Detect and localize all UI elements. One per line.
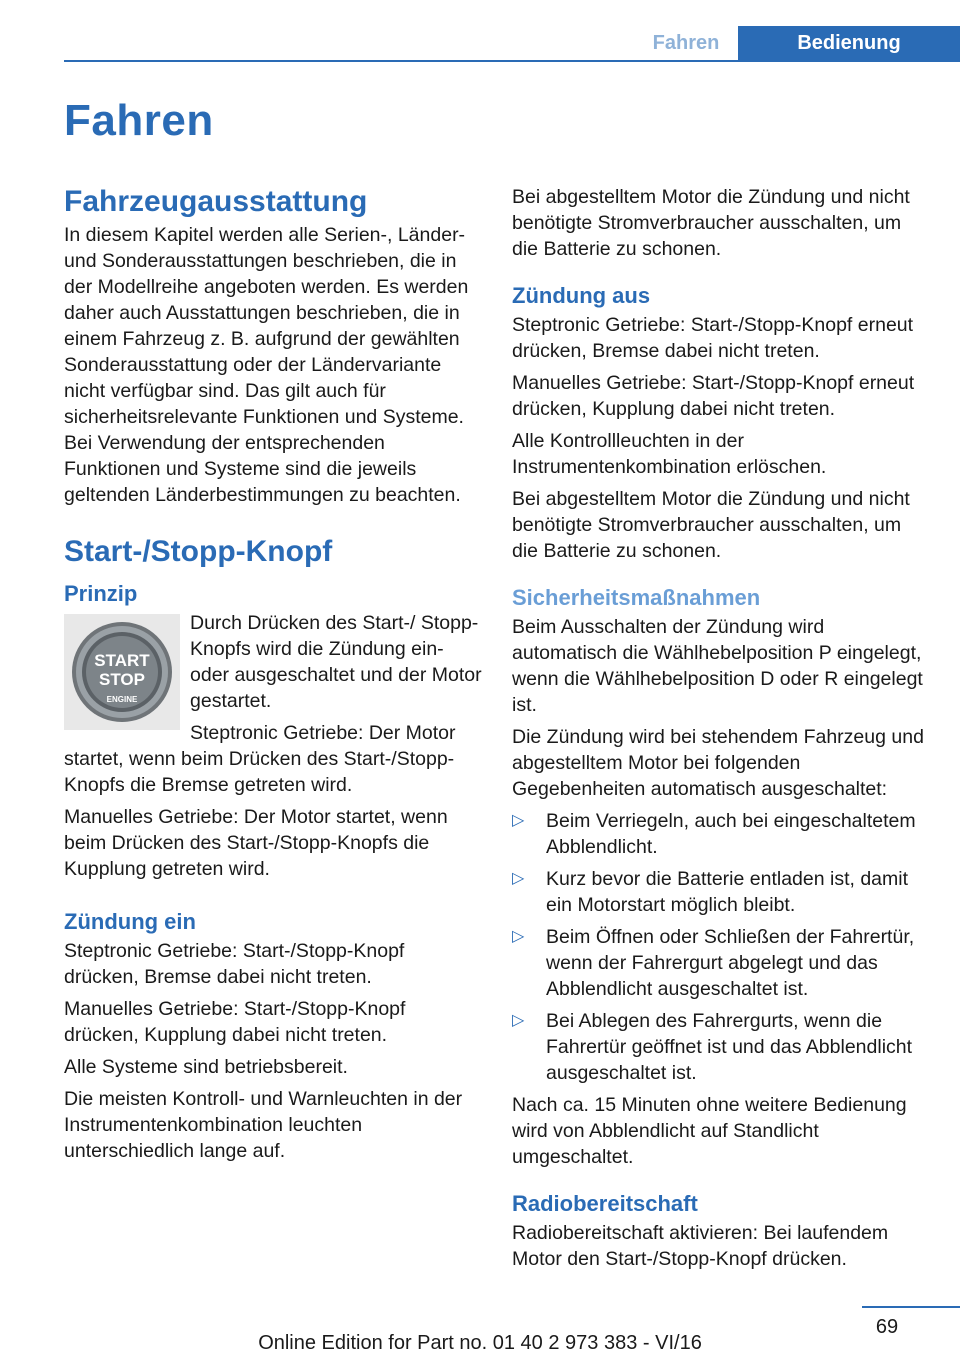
paragraph-ein-2: Manuelles Getriebe: Start-/Stopp-Knopf drücken, Kupplung dabei nicht treten. <box>64 998 406 1046</box>
button-label-stop: STOP <box>99 670 145 689</box>
footer-rule <box>862 1306 960 1308</box>
triangle-bullet-icon: ▷ <box>512 928 525 945</box>
left-column <box>64 184 484 1170</box>
heading-fahrzeugausstattung: Fahrzeugausstattung <box>64 185 368 218</box>
prinzip-block <box>64 610 484 882</box>
button-label-engine: ENGINE <box>106 695 138 704</box>
paragraph-sicher-3: Nach ca. 15 Minuten ohne weitere Bedienung wird von Abblendlicht auf Standlicht umgeschaltet. <box>512 1094 907 1168</box>
button-label-start: START <box>94 651 150 670</box>
paragraph-ein-4: Die meisten Kontroll- und Warnleuchten in der Instrumentenkombination leuchten unterschiedlich lange auf. <box>64 1088 463 1162</box>
heading-sicherheitsmassnahmen: Sicherheitsmaßnahmen <box>512 585 761 610</box>
paragraph-intro: Bei abgestelltem Motor die Zündung und nicht benötigte Stromverbraucher ausschalten, um die Batterie zu schonen. <box>512 186 910 260</box>
paragraph-ein-1: Steptronic Getriebe: Start-/Stopp-Knopf drücken, Bremse dabei nicht treten. <box>64 940 405 988</box>
paragraph-prinzip-2: Steptronic Getriebe: Der Motor startet, wenn beim Drücken des Start-/Stopp-Knopfs die Bremse getreten wird. <box>64 722 456 796</box>
tab-bedienung[interactable]: Bedienung <box>738 26 960 62</box>
paragraph-aus-4: Bei abgestelltem Motor die Zündung und nicht benötigte Stromverbraucher ausschalten, um die Batterie zu schonen. <box>512 488 910 562</box>
heading-zuendung-ein: Zündung ein <box>64 909 196 934</box>
paragraph-aus-3: Alle Kontrollleuchten in der Instrumentenkombination erlöschen. <box>512 430 827 478</box>
paragraph-aus-1: Steptronic Getriebe: Start-/Stopp-Knopf erneut drücken, Bremse dabei nicht treten. <box>512 314 914 362</box>
list-item: ▷ Beim Verriegeln, auch bei eingeschaltetem Abblendlicht. <box>512 810 916 858</box>
footer-edition-text: Online Edition for Part no. 01 40 2 973 383 - VI/16 <box>258 1332 702 1354</box>
right-column <box>512 184 932 1278</box>
triangle-bullet-icon: ▷ <box>512 812 525 829</box>
paragraph-aus-2: Manuelles Getriebe: Start-/Stopp-Knopf erneut drücken, Kupplung dabei nicht treten. <box>512 372 915 420</box>
heading-start-stopp-knopf: Start-/Stopp-Knopf <box>64 535 333 568</box>
shutdown-conditions-list <box>512 808 932 1086</box>
tab-fahren[interactable]: Fahren <box>652 32 720 54</box>
heading-radiobereitschaft: Radiobereitschaft <box>512 1191 698 1216</box>
start-stop-button-image <box>64 614 180 730</box>
triangle-bullet-icon: ▷ <box>512 1012 525 1029</box>
paragraph-sicher-2: Die Zündung wird bei stehendem Fahrzeug und abgestelltem Motor bei folgenden Gegebenheiten automatisch ausgeschaltet: <box>512 726 924 800</box>
paragraph-ausstattung: In diesem Kapitel werden alle Serien-, Länder- und Sonderausstattungen beschrieben, die in der Modellreihe angeboten werden. Es werden daher auch Ausstattungen beschrieben, die in einem Fahrzeug z. B. aufgrund der gewählten Sonderausstattung oder der Ländervariante nicht verfügbar sind. Das gilt auch für sicherheitsrelevante Funktionen und Systeme. Bei Verwendung der entsprechenden Funktionen und Systeme sind die jeweils geltenden Länderbestimmungen zu beachten. <box>64 224 469 506</box>
paragraph-radio: Radiobereitschaft aktivieren: Bei laufendem Motor den Start-/Stopp-Knopf drücken. <box>512 1222 889 1270</box>
heading-prinzip: Prinzip <box>64 581 138 606</box>
page-title: Fahren <box>64 96 214 145</box>
triangle-bullet-icon: ▷ <box>512 870 525 887</box>
paragraph-sicher-1: Beim Ausschalten der Zündung wird automatisch die Wählhebelposition P eingelegt, wenn die Wählhebelposition D oder R eingelegt ist. <box>512 616 923 716</box>
page-number: 69 <box>875 1316 899 1338</box>
list-item: ▷ Bei Ablegen des Fahrergurts, wenn die Fahrertür geöffnet ist und das Abblendlicht ausgeschaltet ist. <box>512 1010 913 1084</box>
paragraph-ein-3: Alle Systeme sind betriebsbereit. <box>64 1056 348 1078</box>
paragraph-prinzip-1: Durch Drücken des Start-/ Stopp-Knopfs wird die Zündung ein- oder ausgeschaltet und der Motor gestartet. <box>190 612 482 712</box>
header-rule <box>64 60 960 62</box>
list-item: ▷ Beim Öffnen oder Schließen der Fahrertür, wenn der Fahrergurt abgelegt und das Abblendlicht ausgeschaltet ist. <box>512 926 915 1000</box>
paragraph-prinzip-3: Manuelles Getriebe: Der Motor startet, wenn beim Drücken des Start-/Stopp-Knopfs die Kupplung getreten wird. <box>64 806 448 880</box>
list-item: ▷ Kurz bevor die Batterie entladen ist, damit ein Motorstart möglich bleibt. <box>512 868 909 916</box>
heading-zuendung-aus: Zündung aus <box>512 283 651 308</box>
